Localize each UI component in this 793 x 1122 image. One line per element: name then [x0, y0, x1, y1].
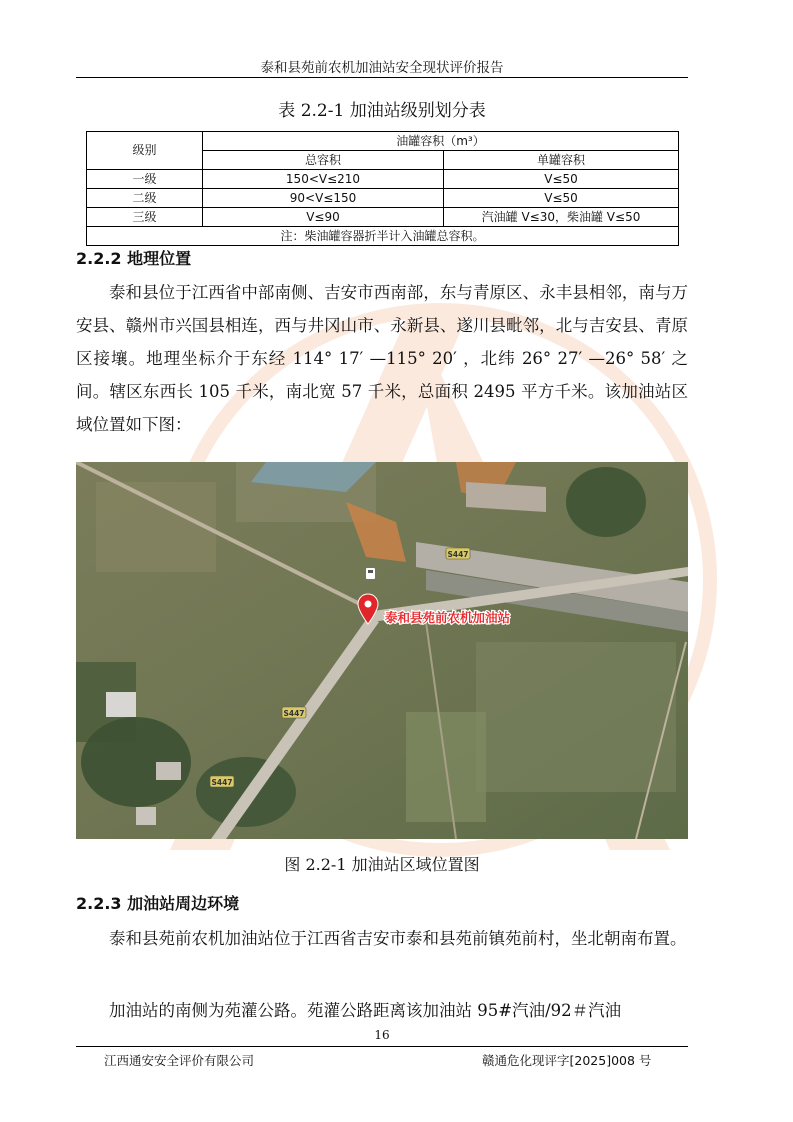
svg-text:S447: S447: [447, 550, 469, 559]
table-row: [87, 208, 679, 227]
surroundings-paragraph-1: [76, 922, 688, 955]
section-heading-location: 2.2.2 地理位置: [76, 249, 192, 268]
road-label-s447: [210, 776, 234, 787]
table-row: [87, 189, 679, 208]
table-cell-total: 90<V≤150: [203, 189, 444, 208]
svg-text:S447: S447: [283, 709, 305, 718]
table-cell-total: V≤90: [203, 208, 444, 227]
map-image: [76, 462, 688, 839]
grade-table: [86, 131, 679, 246]
satellite-map: [76, 462, 688, 839]
table-cell-single: V≤50: [444, 189, 679, 208]
table-cell-grade: 一级: [87, 170, 203, 189]
surroundings-text-2: 加油站的南侧为苑灌公路。苑灌公路距离该加油站 95#汽油/92＃汽油: [109, 1001, 622, 1020]
table-header-grade: 级别: [87, 132, 203, 170]
page-header-title: 泰和县苑前农机加油站安全现状评价报告: [260, 60, 504, 76]
table-caption: 表 2.2-1 加油站级别划分表: [278, 101, 486, 121]
footer-company: 江西通安安全评价有限公司: [104, 1053, 255, 1068]
fuel-station-icon: [366, 568, 375, 579]
surroundings-text-1: 泰和县苑前农机加油站位于江西省吉安市泰和县苑前镇苑前村，坐北朝南布置。: [109, 929, 687, 948]
section-heading-surroundings: 2.2.3 加油站周边环境: [76, 894, 240, 913]
table-note: 注：柴油罐容器折半计入油罐总容积。: [87, 227, 679, 246]
table-cell-total: 150<V≤210: [203, 170, 444, 189]
svg-text:S447: S447: [211, 778, 233, 787]
table-header-total: 总容积: [203, 151, 444, 170]
footer-doc-number: 赣通危化现评字[2025]008 号: [482, 1053, 652, 1068]
table-header-single: 单罐容积: [444, 151, 679, 170]
table-row: [87, 170, 679, 189]
location-text: 泰和县位于江西省中部南侧、吉安市西南部，东与青原区、永丰县相邻，南与万安县、赣州市兴国县相连，西与井冈山市、永新县、遂川县毗邻，北与吉安县、青原区接壤。地理坐标介于东经 114° 17′ —115° 20′ ，北纬 26° 27′ —26° 58′ 之间。辖区东西长 105 千米，南北宽 57 千米，总面积 2495 平方千米。该加油站区域位置如下图：: [76, 283, 688, 434]
station-marker-label: 泰和县苑前农机加油站: [385, 610, 511, 625]
location-paragraph: [76, 276, 688, 441]
table-cell-single: V≤50: [444, 170, 679, 189]
surroundings-paragraph-2: [76, 994, 688, 1027]
road-label-s447: [282, 707, 306, 718]
table-cell-grade: 三级: [87, 208, 203, 227]
table-cell-grade: 二级: [87, 189, 203, 208]
header-divider: [76, 77, 688, 78]
table-header-capacity: 油罐容积（m³）: [203, 132, 679, 151]
footer-divider: [76, 1046, 688, 1047]
road-label-s447: [446, 548, 470, 559]
figure-caption: 图 2.2-1 加油站区域位置图: [284, 855, 480, 874]
table-cell-single: 汽油罐 V≤30，柴油罐 V≤50: [444, 208, 679, 227]
page-number: 16: [374, 1028, 390, 1042]
